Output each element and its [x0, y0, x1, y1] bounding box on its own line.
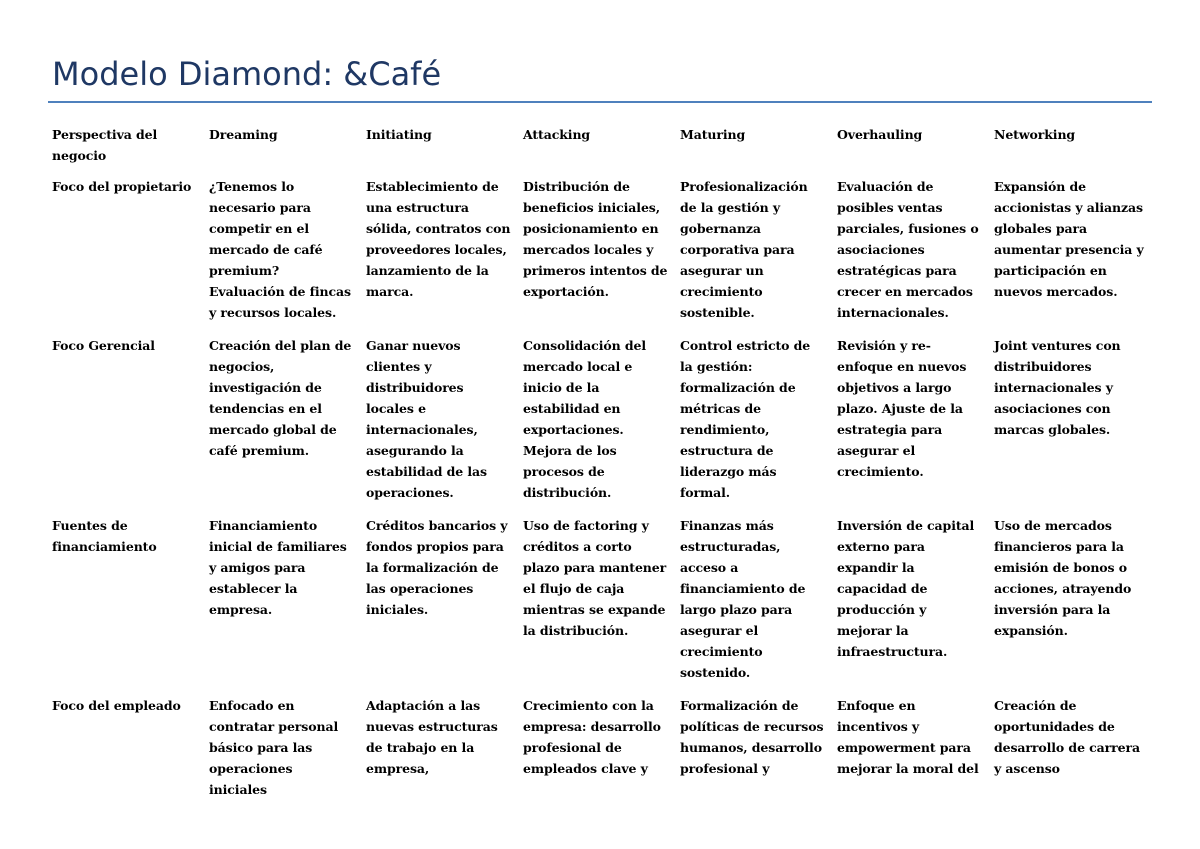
- row-label: Foco Gerencial: [52, 338, 155, 353]
- header-networking: Networking: [994, 127, 1076, 142]
- table-cell: Adaptación a las nuevas estructuras de trabajo en la empresa,: [366, 698, 498, 776]
- document-title: Modelo Diamond: &Café: [52, 55, 442, 93]
- row-label: Fuentes de financiamiento: [52, 518, 157, 554]
- table-cell: Enfocado en contratar personal básico para las operaciones iniciales: [209, 698, 339, 797]
- table-header-row: [46, 124, 1156, 176]
- row-label: Foco del empleado: [52, 698, 181, 713]
- table-cell: Creación de oportunidades de desarrollo de carrera y ascenso: [994, 698, 1140, 776]
- header-overhauling: Overhauling: [837, 127, 923, 142]
- table-cell: Uso de factoring y créditos a corto plazo para mantener el flujo de caja mientras se expande la distribución.: [523, 518, 667, 638]
- table-cell: Evaluación de posibles ventas parciales, fusiones o asociaciones estratégicas para crecer en mercados internacionales.: [837, 179, 979, 320]
- table-row: [46, 695, 1156, 812]
- table-row: [46, 176, 1156, 335]
- table-cell: Establecimiento de una estructura sólida, contratos con proveedores locales, lanzamiento de la marca.: [366, 179, 511, 299]
- table-row: [46, 515, 1156, 695]
- table-cell: Finanzas más estructuradas, acceso a financiamiento de largo plazo para asegurar el crecimiento sostenido.: [680, 518, 806, 680]
- header-attacking: Attacking: [523, 127, 591, 142]
- table-cell: Control estricto de la gestión: formalización de métricas de rendimiento, estructura de liderazgo más formal.: [680, 338, 811, 500]
- table-cell: Creación del plan de negocios, investigación de tendencias en el mercado global de café premium.: [209, 338, 352, 458]
- table-cell: ¿Tenemos lo necesario para competir en el mercado de café premium? Evaluación de fincas y recursos locales.: [209, 179, 351, 320]
- table-row: [46, 335, 1156, 515]
- header-initiating: Initiating: [366, 127, 432, 142]
- header-perspectiva: Perspectiva del negocio: [52, 127, 158, 163]
- table-cell: Crecimiento con la empresa: desarrollo profesional de empleados clave y: [523, 698, 661, 776]
- table-cell: Uso de mercados financieros para la emisión de bonos o acciones, atrayendo inversión para la expansión.: [994, 518, 1132, 638]
- table-cell: Revisión y re-enfoque en nuevos objetivos a largo plazo. Ajuste de la estrategia para asegurar el crecimiento.: [837, 338, 967, 479]
- table-cell: Profesionalización de la gestión y gobernanza corporativa para asegurar un crecimiento sostenible.: [680, 179, 808, 320]
- table-cell: Formalización de políticas de recursos humanos, desarrollo profesional y: [680, 698, 824, 776]
- table-cell: Inversión de capital externo para expandir la capacidad de producción y mejorar la infraestructura.: [837, 518, 975, 659]
- table-cell: Enfoque en incentivos y empowerment para mejorar la moral del: [837, 698, 979, 776]
- table-cell: Ganar nuevos clientes y distribuidores locales e internacionales, asegurando la estabilidad de las operaciones.: [366, 338, 487, 500]
- table-cell: Joint ventures con distribuidores internacionales y asociaciones con marcas globales.: [994, 338, 1121, 437]
- header-maturing: Maturing: [680, 127, 746, 142]
- table-cell: Financiamiento inicial de familiares y amigos para establecer la empresa.: [209, 518, 347, 617]
- table-cell: Créditos bancarios y fondos propios para la formalización de las operaciones iniciales.: [366, 518, 508, 617]
- row-label: Foco del propietario: [52, 179, 192, 194]
- title-underline: [48, 101, 1152, 103]
- table-cell: Distribución de beneficios iniciales, posicionamiento en mercados locales y primeros intentos de exportación.: [523, 179, 668, 299]
- table-cell: Expansión de accionistas y alianzas globales para aumentar presencia y participación en nuevos mercados.: [994, 179, 1144, 299]
- table-cell: Consolidación del mercado local e inicio de la estabilidad en exportaciones. Mejora de los procesos de distribución.: [523, 338, 646, 500]
- header-dreaming: Dreaming: [209, 127, 278, 142]
- diamond-model-table: [46, 124, 1156, 812]
